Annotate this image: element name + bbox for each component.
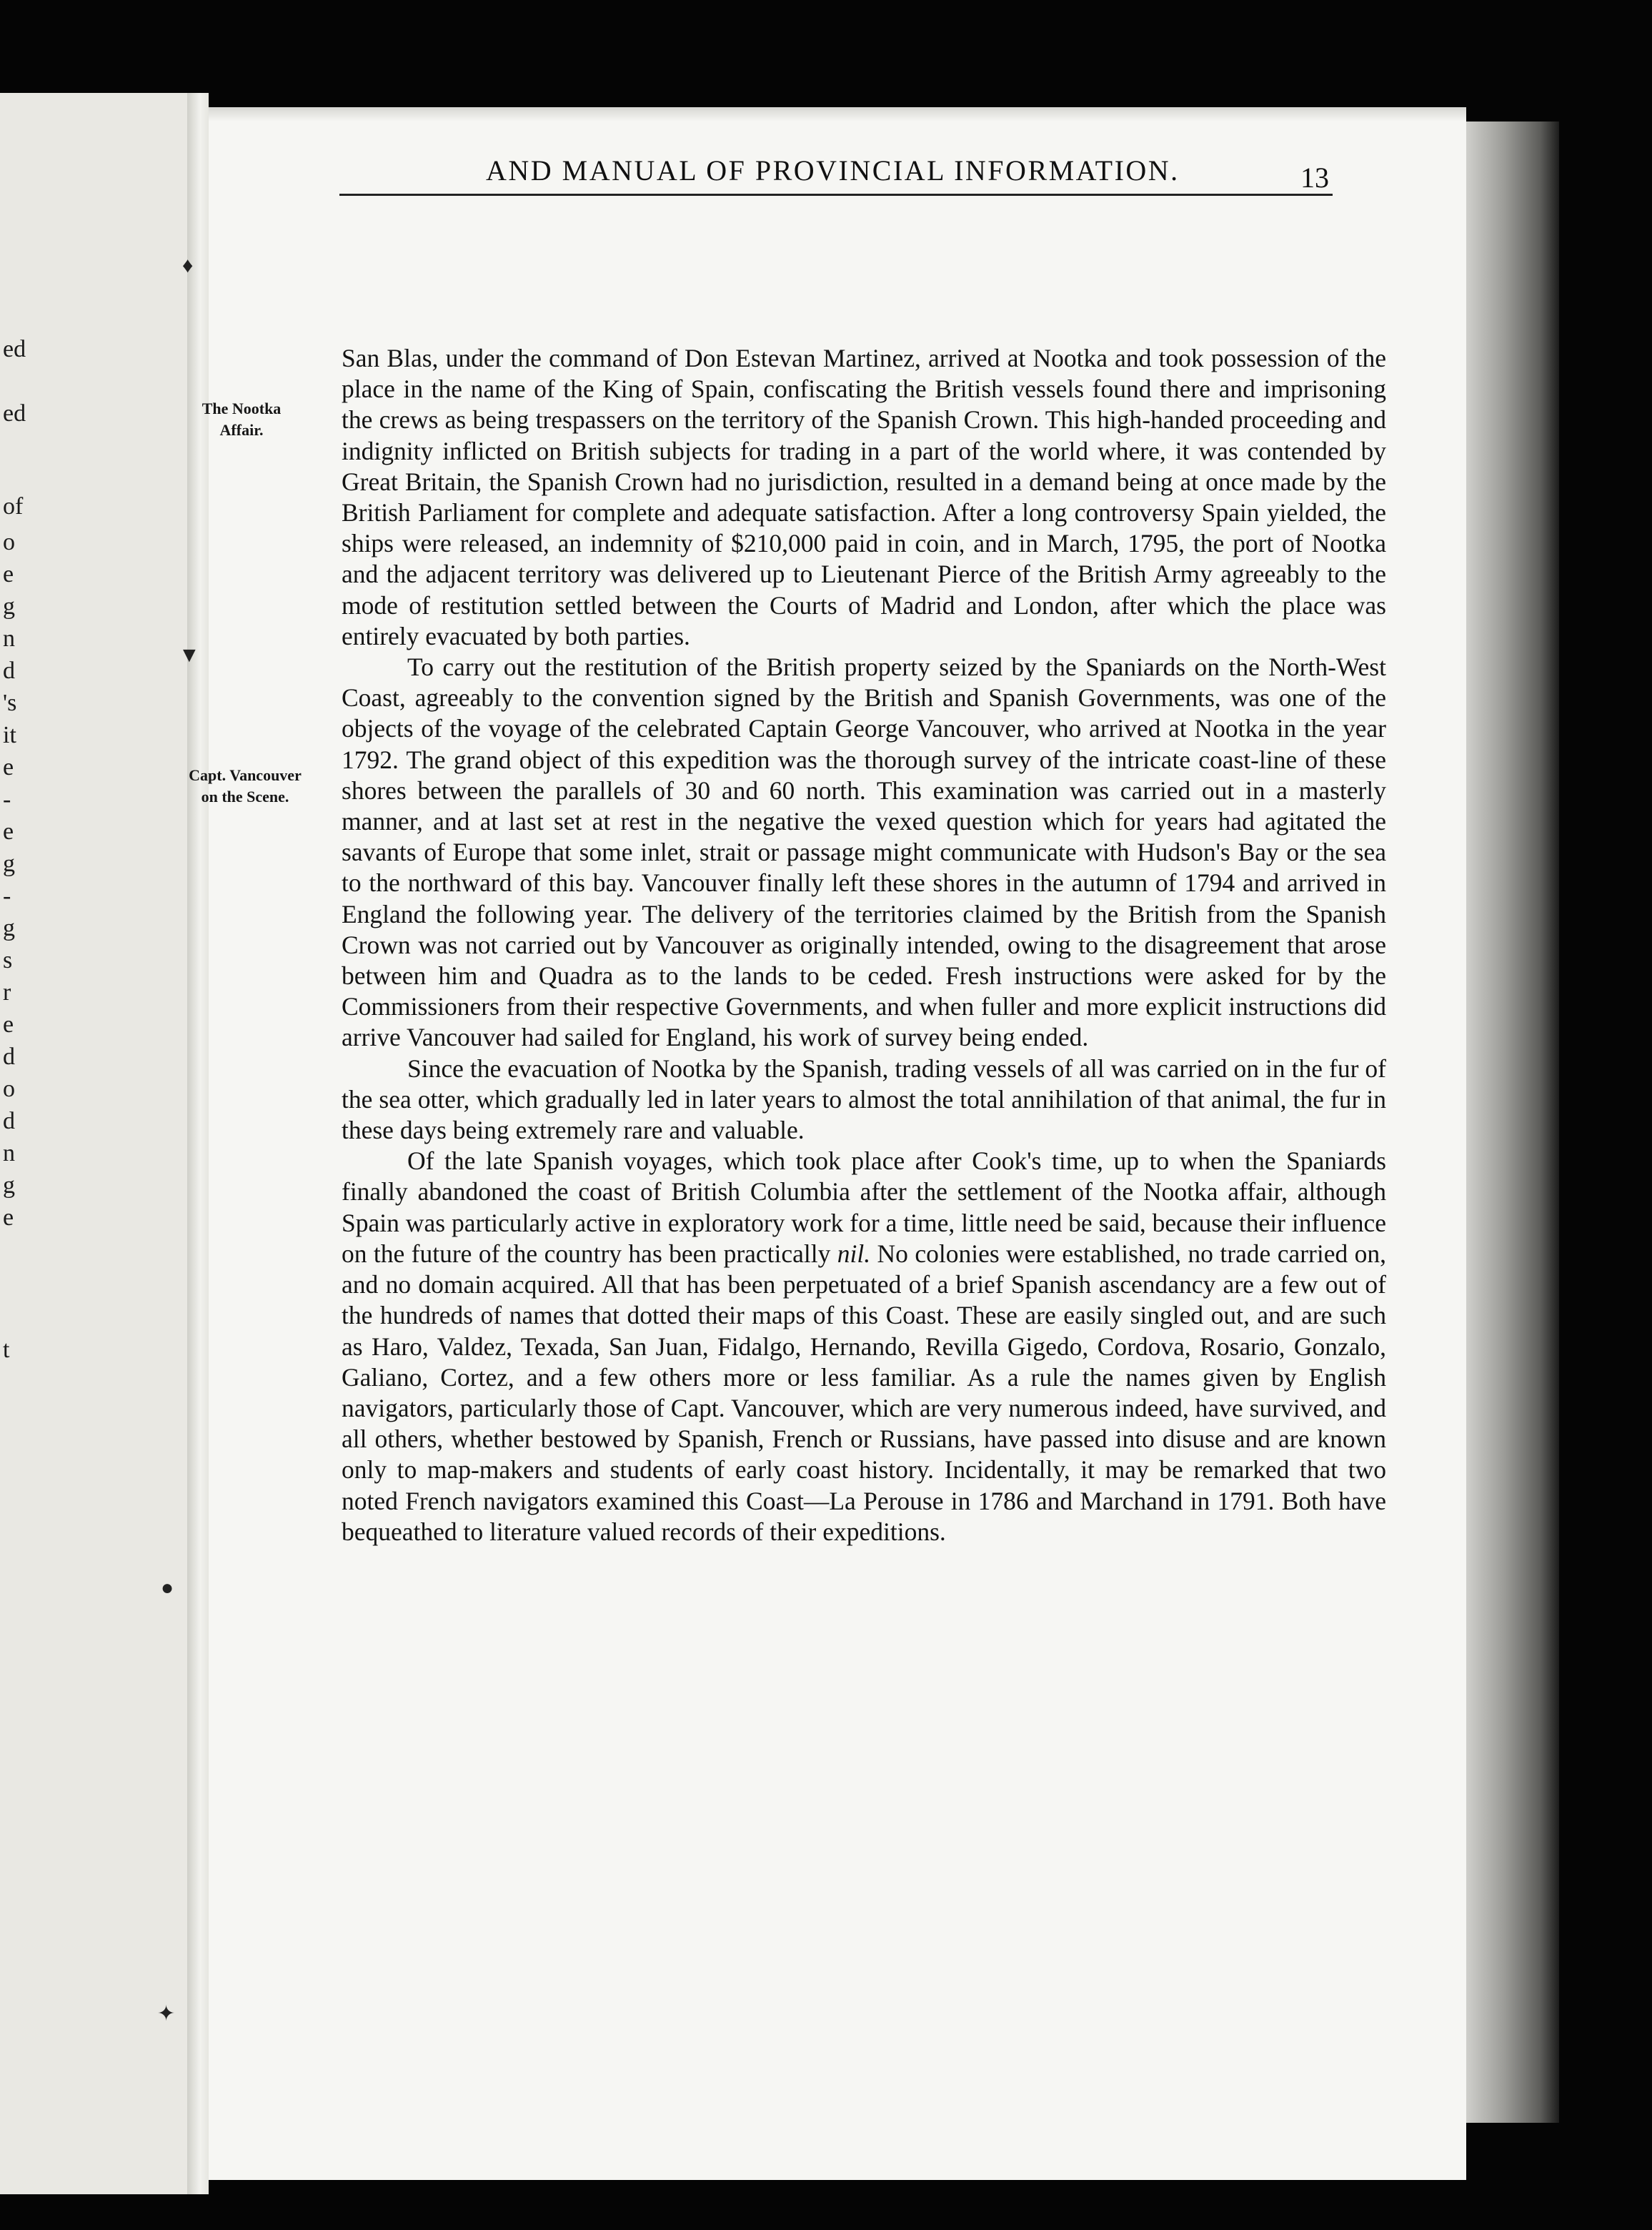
binding-mark: ♦ [182,254,194,277]
fragment: g [3,915,15,941]
fragment: g [3,1172,15,1199]
paragraph-spanish-voyages-part1: Of the late Spanish voyages, which took place after Cook's time, up to when the Spaniards finally abandoned the coast of British Columbia after the settlement of the Nootka affair, although Spain was particularly active in exploratory work for a time, little need be said, because their influence on the future of the country has been practically [342,1146,1386,1268]
fragment: ed [3,400,26,427]
binding-mark: ✦ [157,2002,176,2026]
sidenote-nootka-line2: Affair. [219,421,264,440]
sidenote-vancouver-line1: Capt. Vancouver [189,765,302,784]
fragment: o [3,529,15,555]
previous-page-text-fragments [0,93,29,2194]
fragment: s [3,947,13,973]
running-head-title: AND MANUAL OF PROVINCIAL INFORMATION. [486,154,1180,187]
page-edge-shadow [1466,122,1559,2123]
paragraph-spanish-voyages [342,1146,1386,1547]
fragment: e [3,818,14,845]
paragraph-vancouver-opening: To carry out the restitution of the British property seized by the Spaniards on the North-West Coast, agreeably to the convention signed by the British and Spanish Governments, was one of the objects of the voyage of the celebrated Captain George Vancouver, who arrived at Nootka in the year 1792. The grand object of this expedition was the thorough survey of the intricate coast-line of these [342,653,1386,774]
previous-page-strip [0,93,187,2194]
fragment: d [3,1108,15,1134]
fragment: of [3,493,24,520]
fragment: - [3,786,11,813]
fragment: it [3,722,16,748]
italic-nil: nil. [837,1239,871,1268]
fragment: r [3,979,11,1006]
fragment: g [3,851,15,877]
header-rule [339,194,1333,196]
page-number: 13 [1300,162,1329,194]
paragraph-nootka [201,343,1387,652]
fragment: t [3,1337,10,1363]
fragment: ed [3,336,26,362]
paragraph-nootka-opening: San Blas, under the command of Don Estevan Martinez, arrived at Nootka and took possession of the place in the name of the King of Spain, confiscating the [342,344,1386,404]
page-top-shadow [209,107,1466,122]
paragraph-spanish-voyages-part2: No colonies were established, no trade carried on, and no domain acquired. All that has been perpetuated of a brief Spanish ascendancy are a few out of the hundreds of names that dotted their maps of this Coast. These are easily singled out, and are such as Haro, Valdez, Texada, San Juan, Fidalgo, Hernando, Revilla Gigedo, Cordova, Rosario, Gonzalo, Galiano, Cortez, and a few others more or less familiar. As a rule the names given by English navigators, particularly those of Capt. Vancouver, which are very numerous indeed, have survived, and all others, whether bestowed by Spanish, French or Russians, have passed into disuse and are known only to map-makers and students of early coast history. Incidentally, it may be remarked that two noted French navigators examined this Coast—La Perouse in 1786 and Marchand in 1791. Both have bequeathed to literature valued records of their expeditions. [342,1239,1386,1546]
fragment: 's [3,690,17,716]
paragraph-nootka-rest: British vessels found there and imprisoning the crews as being trespassers on the territory of the Spanish Crown. This high-handed proceeding and indignity inflicted on British subjects for trading in a part of the world where, it was contended by Great Britain, the Spanish Crown had no jurisdiction, resulted in a demand being at once made by the British Parliament for complete and adequate satisfaction. After a long controversy Spain yielded, the ships were released, an indemnity of $210,000 paid in coin, and in March, 1795, the port of Nootka and the adjacent territory was delivered up to Lieutenant Pierce of the British Army agreeably to the mode of restitution settled between the Courts of Madrid and London, after which the place was entirely evacuated by both parties. [342,375,1387,650]
fragment: n [3,1140,15,1166]
fragment: e [3,561,14,588]
binding-mark: ● [161,1576,174,1600]
sidenote-nootka-affair [163,398,320,441]
fragment: n [3,625,15,652]
fragment: e [3,1204,14,1231]
fragment: - [3,883,11,909]
fragment: g [3,593,15,620]
sidenote-capt-vancouver [156,765,334,808]
paragraph-vancouver-rest: shores between the parallels of 30 and 60 north. This examination was carried out in a masterly manner, and at last set at rest in the negative the vexed question which for years had agitated the savants of Europe that some inlet, strait or passage might communicate with Hudson's Bay or the sea to the northward of this bay. Vancouver finally left these shores in the autumn of 1794 and arrived in England the following year. The delivery of the territories claimed by the British from the Spanish Crown was not carried out by Vancouver as originally intended, owing to the disagreement that arose between him and Quadra as to the lands to be ceded. Fresh instructions were asked for by the Commissioners from their respective Governments, and when fuller and more explicit instructions did arrive Vancouver had sailed for England, his work of survey being ended. [342,775,1386,1052]
sidenote-vancouver-line2: on the Scene. [201,787,289,806]
fragment: d [3,658,15,684]
fragment: d [3,1044,15,1070]
body-text [189,343,1387,1547]
paragraph-sea-otter: Since the evacuation of Nootka by the Spanish, trading vessels of all was carried on in the fur of the sea otter, which gradually led in later years to almost the total annihilation of that animal, the fur in these days being extremely rare and valuable. [342,1054,1386,1145]
paragraph-vancouver [189,652,1386,1054]
fragment: o [3,1076,15,1102]
sidenote-nootka-line1: The Nootka [201,400,282,418]
running-head [236,154,1329,218]
fragment: e [3,754,14,780]
binding-mark: ▼ [179,643,200,667]
fragment: e [3,1011,14,1038]
